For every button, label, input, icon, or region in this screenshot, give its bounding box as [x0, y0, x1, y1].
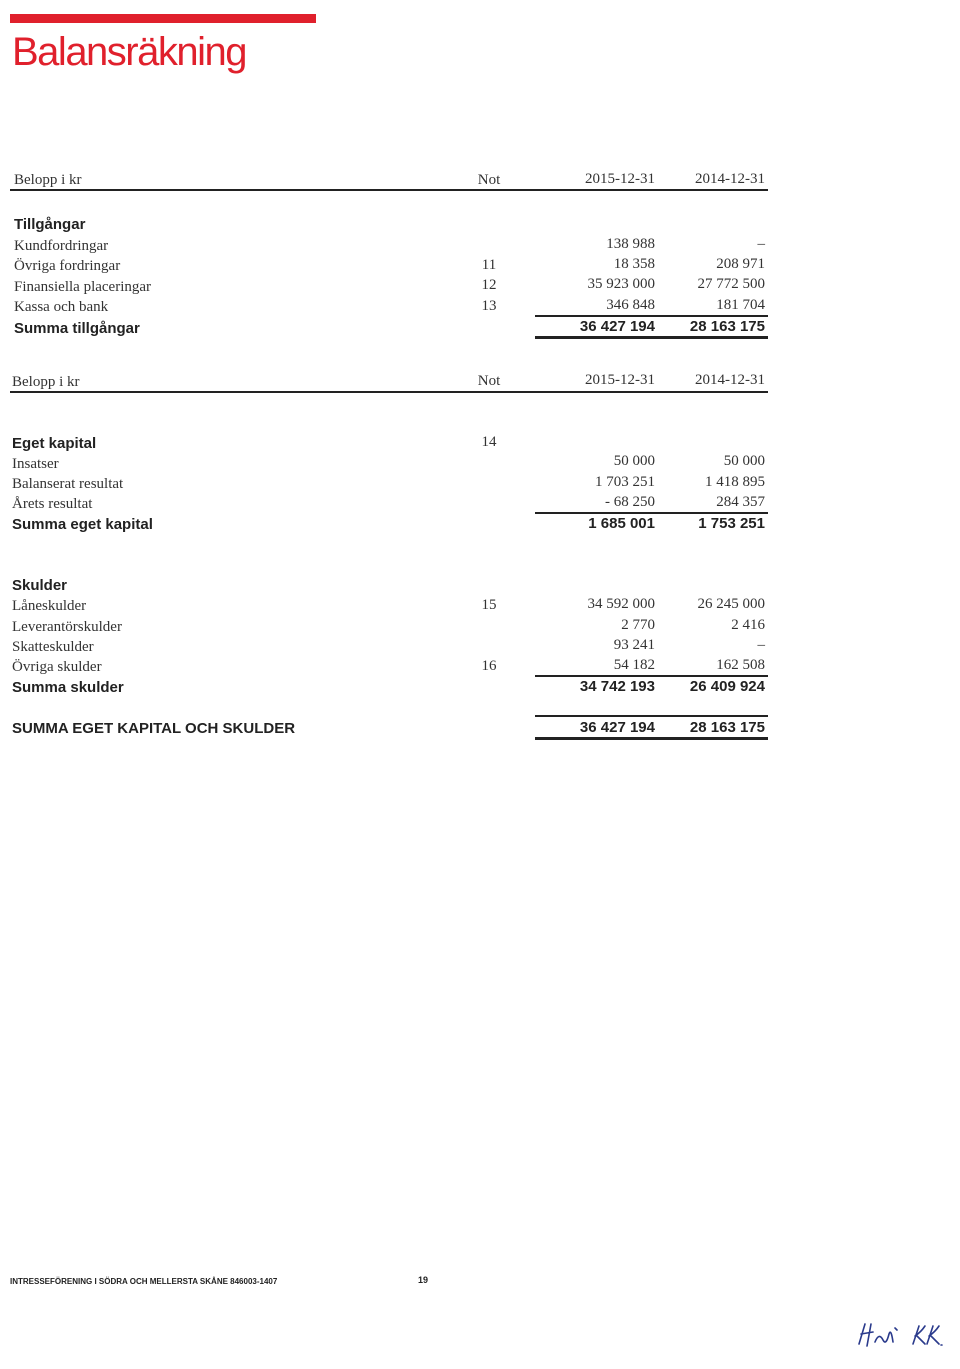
- equity-row-label: Insatser: [12, 456, 59, 472]
- footer-organization: INTRESSEFÖRENING I SÖDRA OCH MELLERSTA SKÅNE 846003-1407: [10, 1277, 278, 1286]
- equity-total-2015: 1 685 001: [588, 515, 655, 532]
- liability-row-label: Låneskulder: [12, 598, 87, 614]
- liability-row-label: Leverantörskulder: [12, 619, 122, 635]
- liabilities-total-2015: 34 742 193: [579, 678, 655, 695]
- liability-row-value-2015: 54 182: [613, 657, 655, 673]
- equity-note: 14: [481, 434, 497, 450]
- liability-row-label: Skatteskulder: [12, 639, 94, 655]
- equity-row-label: Årets resultat: [12, 496, 93, 512]
- header-note-label: Not: [477, 373, 501, 389]
- asset-row-value-2014: 181 704: [716, 297, 765, 313]
- assets-total-2015: 36 427 194: [579, 318, 655, 335]
- assets-total-2014: 28 163 175: [689, 318, 765, 335]
- asset-row-note: 11: [481, 257, 497, 273]
- header-amount-label: Belopp i kr: [12, 374, 80, 390]
- liability-row-note: 15: [481, 597, 497, 613]
- grand-total-double-line: [535, 737, 768, 740]
- header-year-2015: 2015-12-31: [585, 372, 655, 388]
- assets-sum-line: [535, 315, 768, 317]
- liability-row-value-2014: 26 245 000: [697, 596, 765, 612]
- assets-total-label: Summa tillgångar: [14, 320, 140, 337]
- liability-row-value-2014: –: [757, 637, 765, 653]
- liabilities-total-2014: 26 409 924: [689, 678, 765, 695]
- liability-row-label: Övriga skulder: [12, 659, 102, 675]
- equity-row-value-2014: 284 357: [716, 494, 765, 510]
- equity-row-value-2015: 50 000: [613, 453, 655, 469]
- liability-row-value-2015: 2 770: [621, 617, 655, 633]
- asset-row-note: 13: [481, 298, 497, 314]
- asset-row-value-2015: 346 848: [606, 297, 655, 313]
- equity-total-label: Summa eget kapital: [12, 516, 153, 533]
- asset-row-label: Kassa och bank: [14, 299, 109, 315]
- equity-row-label: Balanserat resultat: [12, 476, 124, 492]
- header-year-2014: 2014-12-31: [695, 372, 765, 388]
- liability-row-value-2015: 93 241: [613, 637, 655, 653]
- equity-total-2014: 1 753 251: [698, 515, 765, 532]
- liability-row-value-2014: 2 416: [731, 617, 765, 633]
- asset-row-value-2015: 35 923 000: [587, 276, 655, 292]
- header-year-2014: 2014-12-31: [695, 171, 765, 187]
- liabilities-heading: Skulder: [12, 577, 68, 594]
- grand-total-label: SUMMA EGET KAPITAL OCH SKULDER: [12, 720, 296, 737]
- header-amount-label: Belopp i kr: [14, 172, 82, 188]
- asset-row-value-2014: –: [757, 236, 765, 252]
- asset-row-value-2015: 138 988: [606, 236, 655, 252]
- liability-row-value-2015: 34 592 000: [587, 596, 655, 612]
- equity-row-value-2014: 50 000: [723, 453, 765, 469]
- equity-row-value-2015: 1 703 251: [595, 474, 655, 490]
- asset-row-note: 12: [481, 277, 497, 293]
- asset-row-value-2014: 208 971: [716, 256, 765, 272]
- header-underline: [10, 391, 768, 393]
- handwritten-signature: [855, 1318, 947, 1350]
- equity-heading: Eget kapital: [12, 435, 97, 452]
- page-title: Balansräkning: [12, 30, 246, 74]
- liability-row-value-2014: 162 508: [716, 657, 765, 673]
- assets-heading: Tillgångar: [14, 216, 86, 233]
- equity-row-value-2014: 1 418 895: [705, 474, 765, 490]
- equity-row-value-2015: - 68 250: [605, 494, 655, 510]
- liabilities-sum-line: [535, 675, 768, 677]
- liability-row-note: 16: [481, 658, 497, 674]
- grand-total-2014: 28 163 175: [689, 719, 765, 736]
- liabilities-total-label: Summa skulder: [12, 679, 124, 696]
- header-year-2015: 2015-12-31: [585, 171, 655, 187]
- page-number: 19: [418, 1275, 429, 1285]
- grand-total-2015: 36 427 194: [579, 719, 655, 736]
- header-underline: [10, 189, 768, 191]
- asset-row-label: Kundfordringar: [14, 238, 109, 254]
- red-header-bar: [10, 14, 316, 23]
- assets-total-double-line: [535, 336, 768, 339]
- asset-row-label: Övriga fordringar: [14, 258, 121, 274]
- asset-row-value-2015: 18 358: [613, 256, 655, 272]
- asset-row-label: Finansiella placeringar: [14, 279, 152, 295]
- grand-total-top-line: [535, 715, 768, 717]
- equity-sum-line: [535, 512, 768, 514]
- header-note-label: Not: [477, 172, 501, 188]
- asset-row-value-2014: 27 772 500: [697, 276, 765, 292]
